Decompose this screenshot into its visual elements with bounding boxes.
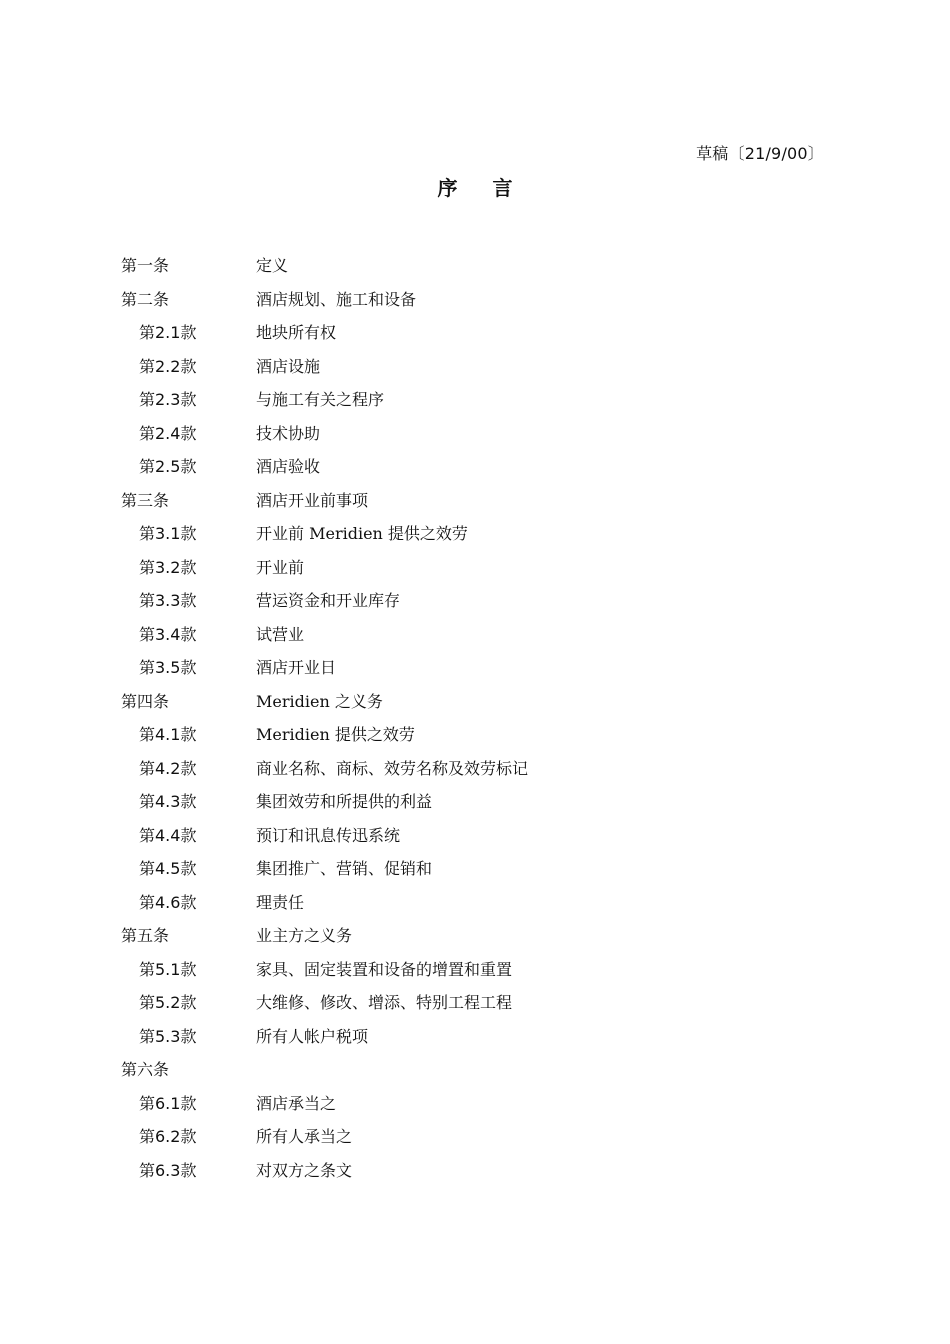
toc-heading: 酒店规划、施工和设备 [256, 289, 417, 309]
toc-number: 第6.3款 [139, 1160, 197, 1180]
toc-clause-row [0, 350, 950, 384]
toc-heading: Meridien 之义务 [256, 691, 383, 711]
toc-number: 第4.5款 [139, 859, 197, 878]
toc-clause-row [0, 752, 950, 786]
toc-number: 第四条 [121, 691, 170, 711]
toc-number: 第3.2款 [139, 557, 197, 577]
toc-article-row [0, 484, 950, 518]
toc-heading: 技术协助 [256, 423, 321, 443]
toc-number: 第5.3款 [139, 1026, 197, 1046]
toc-article-row [0, 1053, 950, 1087]
toc-clause-row [0, 383, 950, 417]
toc-number: 第三条 [121, 490, 170, 510]
toc-heading: 集团效劳和所提供的利益 [256, 792, 433, 811]
toc-heading: 酒店开业前事项 [256, 490, 369, 510]
toc-number: 第5.2款 [139, 993, 197, 1012]
toc-clause-row [0, 852, 950, 886]
toc-number: 第6.1款 [139, 1093, 197, 1113]
toc-number: 第6.2款 [139, 1127, 197, 1146]
toc-article-row [0, 685, 950, 719]
toc-heading: 家具、固定装置和设备的增置和重置 [256, 959, 513, 979]
toc-clause-row [0, 417, 950, 451]
toc-clause-row [0, 718, 950, 752]
toc-clause-row [0, 551, 950, 585]
toc-article-row [0, 919, 950, 953]
toc-heading: 酒店承当之 [256, 1093, 337, 1113]
toc-heading: 业主方之义务 [256, 926, 353, 945]
toc-heading: 集团推广、营销、促销和 [256, 859, 433, 878]
toc-heading: 定义 [256, 256, 289, 275]
toc-heading: 酒店设施 [256, 356, 321, 376]
toc-clause-row [0, 886, 950, 920]
toc-heading: 营运资金和开业库存 [256, 591, 401, 610]
toc-number: 第4.2款 [139, 758, 197, 778]
toc-number: 第3.1款 [139, 524, 197, 543]
toc-clause-row [0, 785, 950, 819]
table-of-contents [0, 249, 950, 1187]
toc-number: 第3.3款 [139, 591, 197, 610]
toc-number: 第一条 [121, 256, 170, 275]
toc-number: 第2.5款 [139, 457, 197, 476]
toc-clause-row [0, 517, 950, 551]
toc-heading: 预订和讯息传迅系统 [256, 825, 401, 845]
toc-heading: Meridien 提供之效劳 [256, 725, 415, 744]
toc-number: 第2.4款 [139, 423, 197, 443]
toc-number: 第4.6款 [139, 892, 197, 912]
toc-number: 第五条 [121, 926, 170, 945]
toc-number: 第4.3款 [139, 792, 197, 811]
toc-clause-row [0, 953, 950, 987]
toc-clause-row [0, 584, 950, 618]
toc-heading: 与施工有关之程序 [256, 390, 385, 409]
toc-number: 第2.2款 [139, 356, 197, 376]
toc-heading: 大维修、修改、增添、特别工程工程 [256, 993, 513, 1012]
toc-number: 第4.1款 [139, 725, 197, 744]
toc-clause-row [0, 986, 950, 1020]
toc-heading: 理责任 [256, 892, 305, 912]
toc-heading: 开业前 [256, 557, 305, 577]
toc-heading: 酒店开业日 [256, 658, 337, 677]
toc-clause-row [0, 1154, 950, 1188]
toc-number: 第5.1款 [139, 959, 197, 979]
toc-article-row [0, 283, 950, 317]
draft-date-label: 草稿〔21/9/00〕 [696, 144, 824, 163]
toc-clause-row [0, 316, 950, 350]
toc-article-row [0, 249, 950, 283]
toc-heading: 试营业 [256, 624, 305, 644]
toc-number: 第二条 [121, 289, 170, 309]
toc-clause-row [0, 819, 950, 853]
toc-heading: 商业名称、商标、效劳名称及效劳标记 [256, 758, 529, 778]
toc-heading: 所有人承当之 [256, 1127, 353, 1146]
toc-heading: 酒店验收 [256, 457, 321, 476]
toc-clause-row [0, 1087, 950, 1121]
toc-number: 第3.4款 [139, 624, 197, 644]
toc-number: 第六条 [121, 1060, 170, 1079]
toc-number: 第3.5款 [139, 658, 197, 677]
toc-heading: 地块所有权 [256, 323, 337, 342]
toc-heading: 开业前 Meridien 提供之效劳 [256, 524, 468, 543]
toc-clause-row [0, 651, 950, 685]
toc-number: 第4.4款 [139, 825, 197, 845]
toc-clause-row [0, 450, 950, 484]
page-title: 序 言 [437, 176, 527, 200]
toc-clause-row [0, 1020, 950, 1054]
toc-heading: 对双方之条文 [256, 1160, 353, 1180]
toc-number: 第2.3款 [139, 390, 197, 409]
toc-heading: 所有人帐户税项 [256, 1026, 369, 1046]
toc-clause-row [0, 1120, 950, 1154]
toc-number: 第2.1款 [139, 323, 197, 342]
toc-clause-row [0, 618, 950, 652]
